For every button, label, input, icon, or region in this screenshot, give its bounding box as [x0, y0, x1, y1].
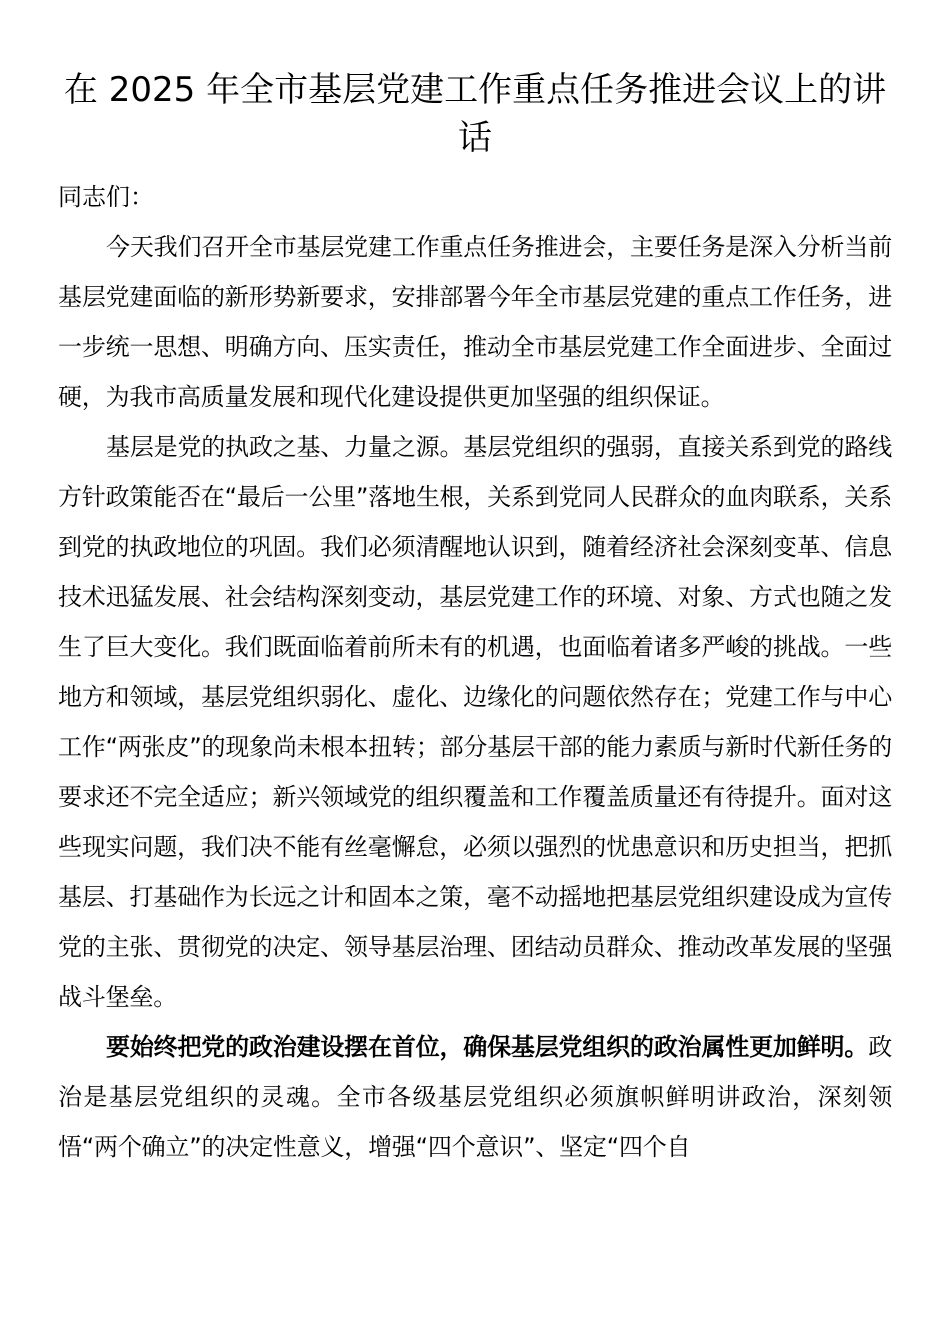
paragraph-3	[58, 1022, 892, 1172]
paragraph-3-text: 政治是基层党组织的灵魂。全市各级基层党组织必须旗帜鲜明讲政治，深刻领悟“两个确立”的决定性意义，增强“四个意识”、坚定“四个自	[58, 1033, 892, 1161]
salutation: 同志们：	[58, 183, 154, 211]
document-page	[58, 66, 892, 1172]
paragraph-2-text: 基层是党的执政之基、力量之源。基层党组织的强弱，直接关系到党的路线方针政策能否在“最后一公里”落地生根，关系到党同人民群众的血肉联系，关系到党的执政地位的巩固。我们必须清醒地认识到，随着经济社会深刻变革、信息技术迅猛发展、社会结构深刻变动，基层党建工作的环境、对象、方式也随之发生了巨大变化。我们既面临着前所未有的机遇，也面临着诸多严峻的挑战。一些地方和领域，基层党组织弱化、虚化、边缘化的问题依然存在；党建工作与中心工作“两张皮”的现象尚未根本扭转；部分基层干部的能力素质与新时代新任务的要求还不完全适应；新兴领域党的组织覆盖和工作覆盖质量还有待提升。面对这些现实问题，我们决不能有丝毫懈怠，必须以强烈的忧患意识和历史担当，把抓基层、打基础作为长远之计和固本之策，毫不动摇地把基层党组织建设成为宣传党的主张、贯彻党的决定、领导基层治理、团结动员群众、推动改革发展的坚强战斗堡垒。	[58, 433, 892, 1011]
paragraph-3-heading: 要始终把党的政治建设摆在首位，确保基层党组织的政治属性更加鲜明。	[106, 1033, 869, 1061]
paragraph-2	[58, 422, 892, 1022]
document-title: 在 2025 年全市基层党建工作重点任务推进会议上的讲话	[63, 70, 887, 158]
paragraph-1-text: 今天我们召开全市基层党建工作重点任务推进会，主要任务是深入分析当前基层党建面临的新形势新要求，安排部署今年全市基层党建的重点工作任务，进一步统一思想、明确方向、压实责任，推动全市基层党建工作全面进步、全面过硬，为我市高质量发展和现代化建设提供更加坚强的组织保证。	[58, 233, 892, 411]
paragraph-1	[58, 222, 892, 422]
